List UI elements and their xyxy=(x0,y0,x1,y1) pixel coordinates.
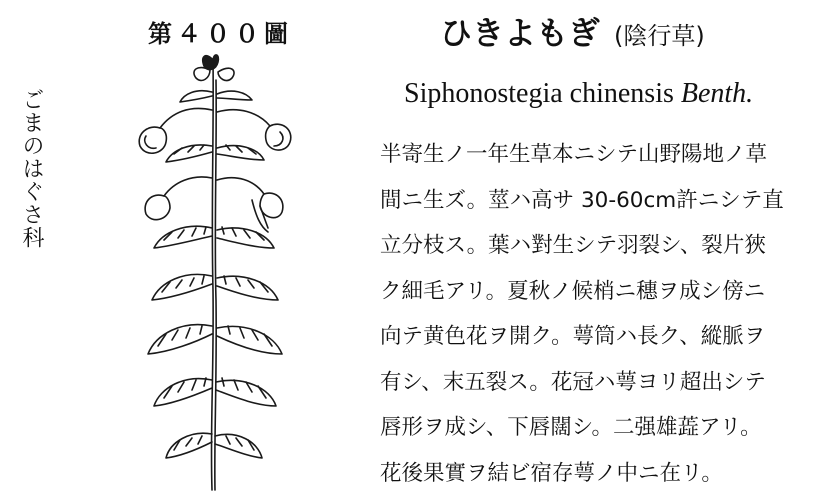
description-line: 花後果實ヲ結ビ宿存萼ノ中ニ在リ。 xyxy=(380,460,723,486)
plant-alt-name: (陰行草) xyxy=(614,22,705,50)
figure-number: 第４００圖 xyxy=(148,20,293,48)
description-line: 間ニ生ズ。莖ハ高サ 30-60cm許ニシテ直 xyxy=(380,187,784,213)
description-line: 半寄生ノ一年生草本ニシテ山野陽地ノ草 xyxy=(380,142,768,167)
plant-name xyxy=(440,8,705,54)
scientific-author: Benth. xyxy=(680,78,754,109)
description xyxy=(380,132,830,496)
description-line: 立分枝ス。葉ハ對生シテ羽裂シ、裂片狹 xyxy=(380,233,766,258)
description-line: ク細毛アリ。夏秋ノ候梢ニ穗ヲ成シ傍ニ xyxy=(380,278,766,304)
scientific-binomial: Siphonostegia chinensis xyxy=(404,78,674,109)
plant-japanese-name: ひきよもぎ xyxy=(440,14,601,52)
family-label: ごまのはぐさ科 xyxy=(19,88,44,249)
description-line: 唇形ヲ成シ、下唇闊シ。二强雄蕋アリ。 xyxy=(380,415,762,440)
description-line: 向テ黄色花ヲ開ク。萼筒ハ長ク、縱脈ヲ xyxy=(380,324,766,349)
plant-illustration-icon xyxy=(110,50,320,495)
description-line: 有シ、末五裂ス。花冠ハ萼ヨリ超出シテ xyxy=(380,369,766,395)
scientific-name xyxy=(404,78,753,110)
